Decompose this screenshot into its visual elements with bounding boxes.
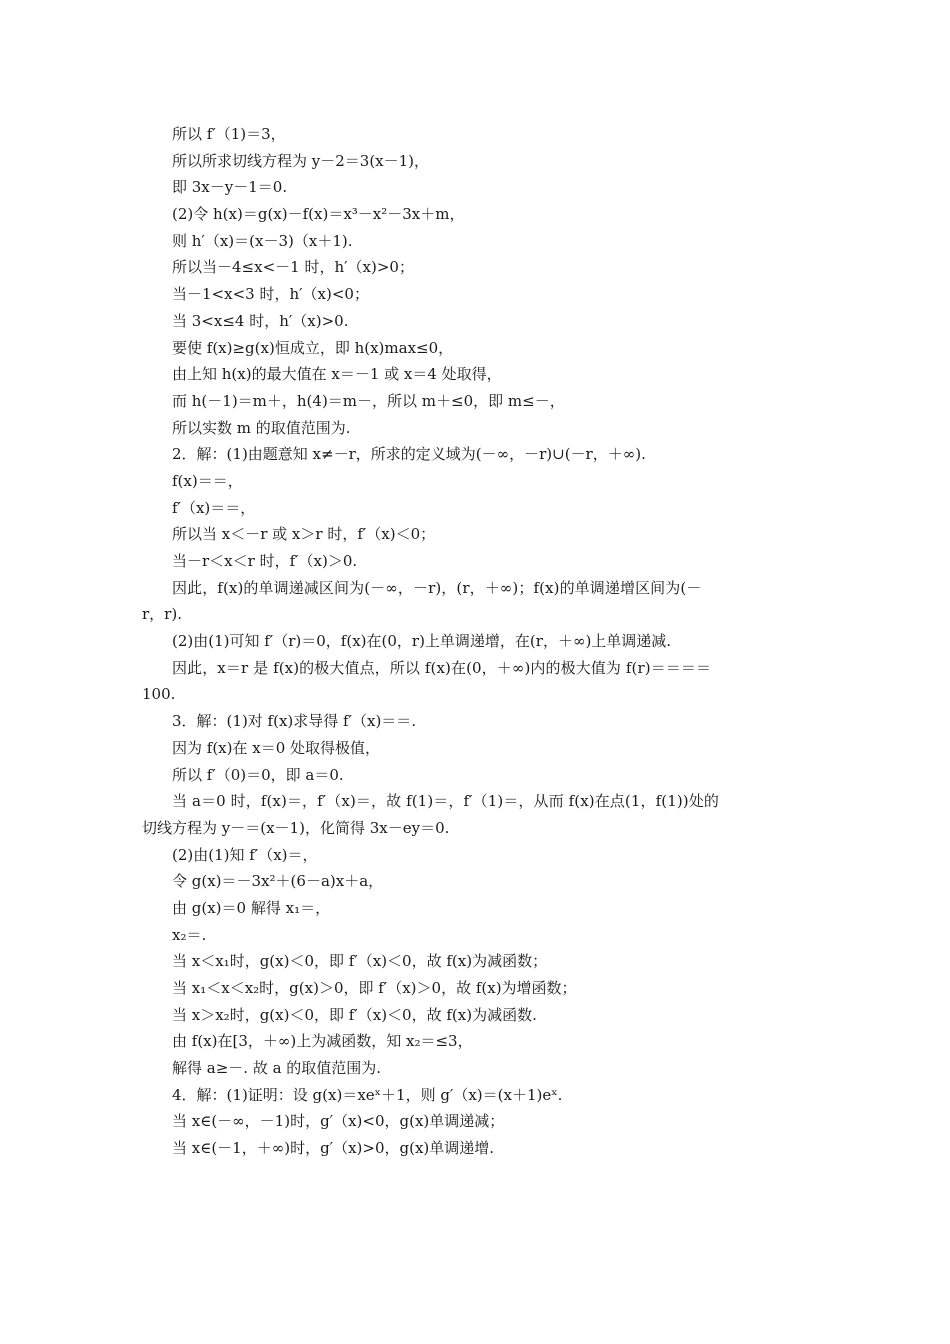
text-line: 因此，f(x)的单调递减区间为(－∞，－r)，(r，＋∞)；f(x)的单调递增区间为(－ <box>172 578 702 597</box>
text-line: 当 x∈(－∞，－1)时，g′（x)<0，g(x)单调递减； <box>172 1112 505 1131</box>
text-line: x₂＝. <box>172 925 207 944</box>
text-line: 当 a＝0 时，f(x)＝，f′（x)＝，故 f(1)＝，f′（1)＝，从而 f(x)在点(1，f(1))处的 <box>172 792 719 811</box>
text-line: 令 g(x)＝－3x²＋(6－a)x＋a， <box>172 872 384 891</box>
text-line: 由 g(x)＝0 解得 x₁＝， <box>172 898 331 917</box>
text-line: 解得 a≥－. 故 a 的取值范围为. <box>172 1059 382 1078</box>
text-line: (2)由(1)知 f′（x)＝， <box>172 845 318 864</box>
text-line: 因此，x＝r 是 f(x)的极大值点，所以 f(x)在(0，＋∞)内的极大值为 f(r)＝＝＝＝ <box>172 658 712 677</box>
text-line: 所以当 x＜－r 或 x＞r 时，f′（x)＜0； <box>172 525 436 544</box>
text-line: 即 3x－y－1＝0. <box>172 178 288 197</box>
text-line: 而 h(－1)＝m＋，h(4)＝m－，所以 m＋≤0，即 m≤－， <box>172 391 565 410</box>
text-line: f(x)＝＝， <box>172 471 243 490</box>
text-line: 当－r＜x＜r 时，f′（x)＞0. <box>172 552 358 570</box>
text-line: 所以 f′（0)＝0，即 a＝0. <box>172 765 344 784</box>
text-line: 由 f(x)在[3，＋∞)上为减函数，知 x₂＝≤3， <box>172 1032 473 1051</box>
text-line: 所以所求切线方程为 y－2＝3(x－1)， <box>172 151 430 170</box>
text-line: 当－1<x<3 时，h′（x)<0； <box>172 285 369 304</box>
text-line: 因为 f(x)在 x＝0 处取得极值， <box>172 738 381 757</box>
document-body <box>142 121 808 1162</box>
text-line: 由上知 h(x)的最大值在 x＝－1 或 x＝4 处取得， <box>172 365 502 384</box>
text-line: 则 h′（x)＝(x－3)（x＋1). <box>172 231 353 250</box>
text-line: 所以实数 m 的取值范围为. <box>172 418 351 437</box>
text-line: 4．解：(1)证明：设 g(x)＝xeˣ＋1，则 g′（x)＝(x＋1)eˣ. <box>172 1085 563 1104</box>
text-line: (2)令 h(x)＝g(x)－f(x)＝x³－x²－3x＋m， <box>172 205 465 224</box>
text-line: r，r). <box>142 605 182 624</box>
text-line: 当 3<x≤4 时，h′（x)>0. <box>172 311 349 330</box>
text-line: 所以 f′（1)＝3， <box>172 125 286 143</box>
text-line: 要使 f(x)≥g(x)恒成立，即 h(x)max≤0， <box>172 338 454 357</box>
text-line: 切线方程为 y－＝(x－1)，化简得 3x－ey＝0. <box>142 818 450 837</box>
text-line: 当 x＞x₂时，g(x)＜0，即 f′（x)＜0，故 f(x)为减函数. <box>172 1005 537 1024</box>
text-line: 当 x∈(－1，＋∞)时，g′（x)>0，g(x)单调递增. <box>172 1139 495 1158</box>
text-line: 所以当－4≤x<－1 时，h′（x)>0； <box>172 258 414 277</box>
text-line: 100. <box>142 685 176 704</box>
text-line: 当 x₁＜x＜x₂时，g(x)＞0，即 f′（x)＞0，故 f(x)为增函数； <box>172 979 577 997</box>
text-line: 2．解：(1)由题意知 x≠－r，所求的定义域为(－∞，－r)∪(－r，＋∞). <box>172 445 646 464</box>
text-line: 当 x＜x₁时，g(x)＜0，即 f′（x)＜0，故 f(x)为减函数； <box>172 952 548 971</box>
text-line: (2)由(1)可知 f′（r)＝0，f(x)在(0，r)上单调递增，在(r，＋∞)上单调递减. <box>172 632 672 651</box>
text-line: 3．解：(1)对 f(x)求导得 f′（x)＝＝. <box>172 712 417 731</box>
text-line: f′（x)＝＝， <box>172 498 256 517</box>
